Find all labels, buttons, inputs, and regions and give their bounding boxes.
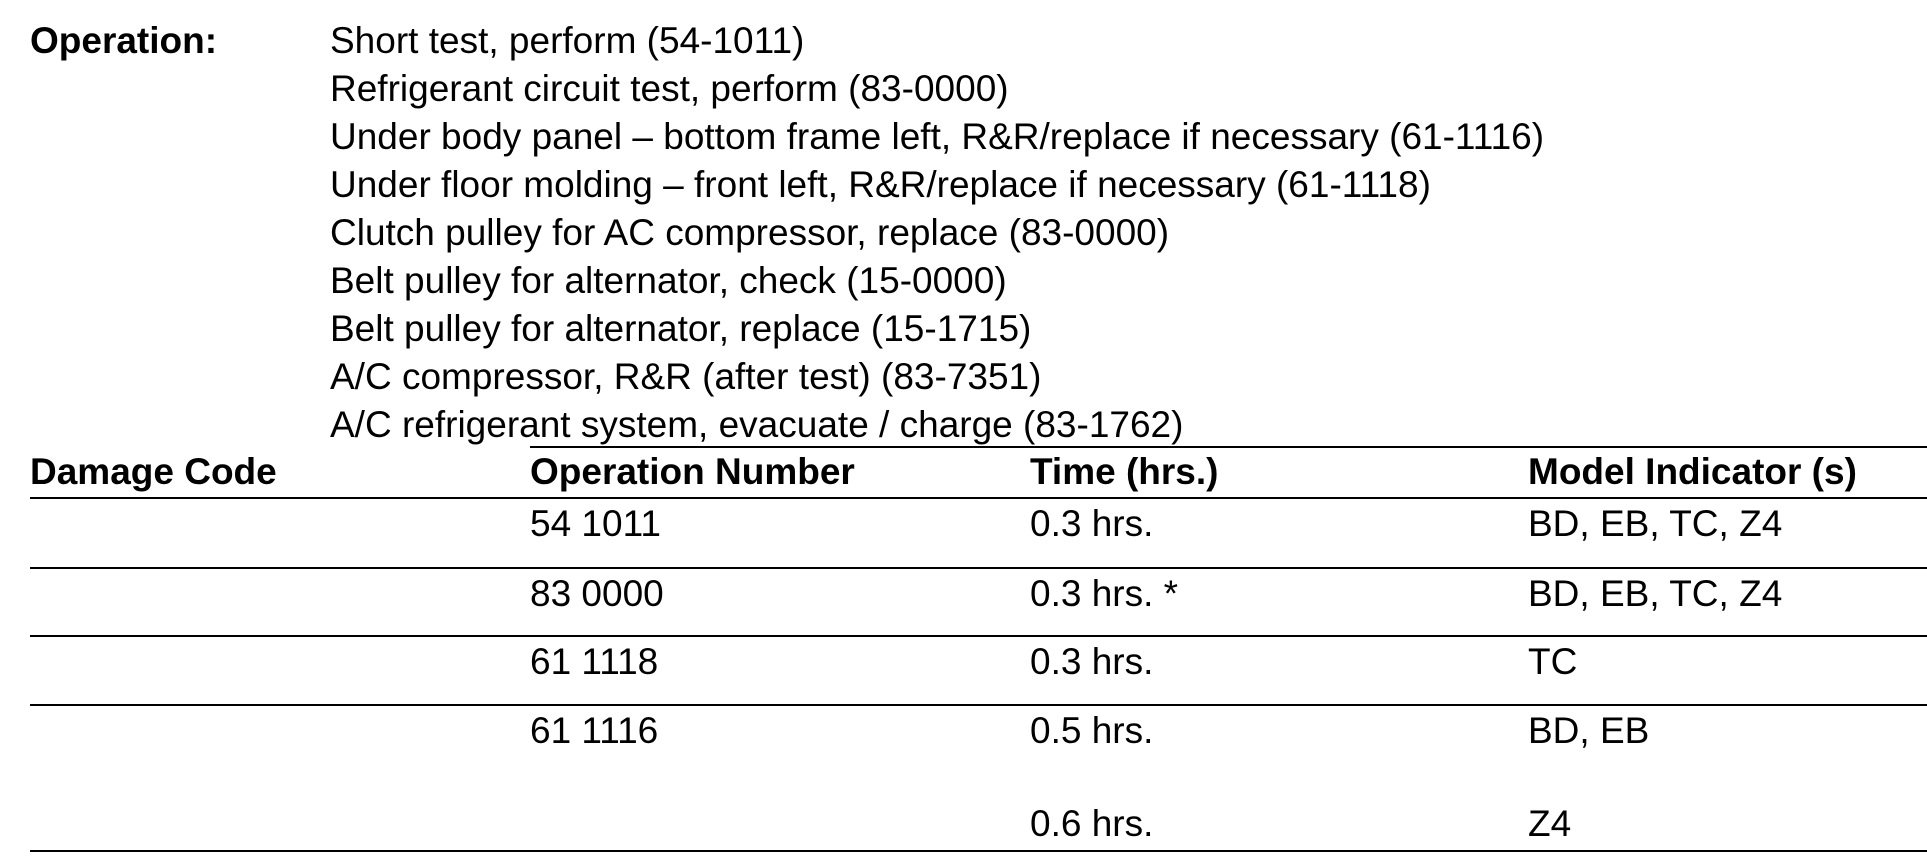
row-rule xyxy=(30,567,1927,569)
table-cell-operation-number: 61 1116 xyxy=(530,710,659,751)
operation-item: Under body panel – bottom frame left, R&R/replace if necessary (61-1116) xyxy=(330,116,1545,157)
table-cell-model: TC xyxy=(1528,641,1578,682)
table-bottom-rule xyxy=(30,850,1927,852)
header-bottom-rule xyxy=(30,497,1927,499)
table-cell-model: BD, EB, TC, Z4 xyxy=(1528,503,1783,544)
header-damage-code: Damage Code xyxy=(30,451,277,492)
operation-label: Operation: xyxy=(30,20,218,61)
operation-list xyxy=(330,17,1544,449)
operation-item: Belt pulley for alternator, check (15-0000) xyxy=(330,260,1007,301)
row-rule xyxy=(30,704,1927,706)
operation-item: A/C compressor, R&R (after test) (83-7351) xyxy=(330,356,1042,397)
table-cell-time: 0.3 hrs. * xyxy=(1030,573,1179,614)
operation-item: Clutch pulley for AC compressor, replace (83-0000) xyxy=(330,212,1170,253)
operation-item: Belt pulley for alternator, replace (15-1715) xyxy=(330,308,1032,349)
table-cell-time: 0.5 hrs. xyxy=(1030,710,1154,751)
operation-item: A/C refrigerant system, evacuate / charge (83-1762) xyxy=(330,404,1184,445)
header-top-rule xyxy=(530,446,1927,448)
table-cell-operation-number: 54 1011 xyxy=(530,503,661,544)
operation-item: Short test, perform (54-1011) xyxy=(330,20,805,61)
table-cell-time: 0.3 hrs. xyxy=(1030,641,1154,682)
table-cell-operation-number: 83 0000 xyxy=(530,573,664,614)
table-cell-model: BD, EB xyxy=(1528,710,1650,751)
table-cell-operation-number: 61 1118 xyxy=(530,641,659,682)
header-model-indicator: Model Indicator (s) xyxy=(1528,451,1857,492)
header-operation-number: Operation Number xyxy=(530,451,855,492)
row-rule xyxy=(30,635,1927,637)
header-time: Time (hrs.) xyxy=(1030,451,1219,492)
operation-item: Under floor molding – front left, R&R/replace if necessary (61-1118) xyxy=(330,164,1431,205)
table-cell-time: 0.6 hrs. xyxy=(1030,803,1154,844)
table-cell-model: BD, EB, TC, Z4 xyxy=(1528,573,1783,614)
operation-item: Refrigerant circuit test, perform (83-0000) xyxy=(330,68,1009,109)
table-cell-model: Z4 xyxy=(1528,803,1572,844)
table-cell-time: 0.3 hrs. xyxy=(1030,503,1154,544)
